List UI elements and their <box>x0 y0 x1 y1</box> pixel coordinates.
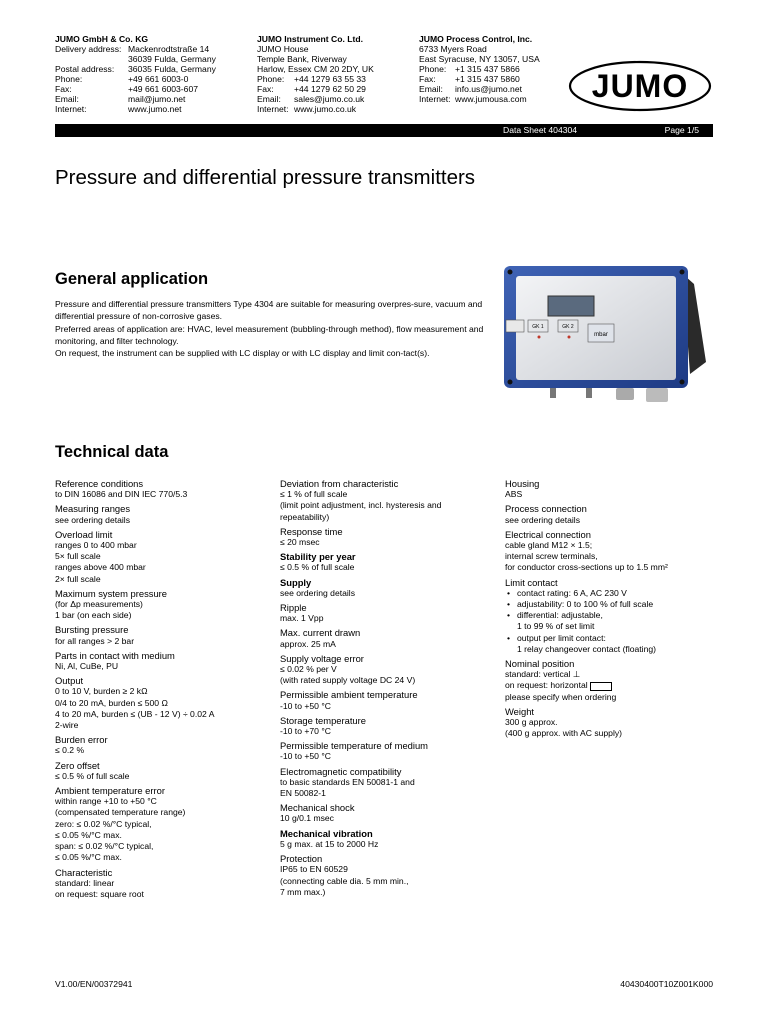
spec-value: on request: square root <box>55 888 144 899</box>
spec-item <box>55 503 270 525</box>
spec-value: internal screw terminals, <box>505 551 598 562</box>
general-text <box>55 298 487 359</box>
spec-item <box>280 478 495 523</box>
spec-label: Electrical connection <box>505 528 591 540</box>
spec-label: Storage temperature <box>280 714 366 726</box>
address-row <box>257 84 417 94</box>
spec-value: zero: ≤ 0.02 %/°C typical, <box>55 818 152 829</box>
spec-value <box>505 680 720 691</box>
technical-column-2 <box>280 478 495 901</box>
address-value: www.jumousa.com <box>455 94 527 104</box>
spec-value: EN 50082-1 <box>280 788 326 799</box>
address-key: Temple Bank, Riverway <box>257 54 347 64</box>
address-key: Internet: <box>257 104 289 114</box>
spec-value: for all ranges > 2 bar <box>55 635 135 646</box>
footer-code: 40430400T10Z001K000 <box>620 979 713 989</box>
spec-item <box>55 588 270 622</box>
spec-value: (400 g approx. with AC supply) <box>505 728 623 739</box>
spec-item <box>55 675 270 731</box>
datasheet-number: Data Sheet 404304 <box>503 125 578 135</box>
address-row <box>55 84 255 94</box>
spec-label: Nominal position <box>505 658 575 670</box>
spec-value: ≤ 0.02 % per V <box>280 664 337 675</box>
address-key: East Syracuse, NY 13057, USA <box>419 54 540 64</box>
page-number: Page 1/5 <box>664 125 699 135</box>
address-row <box>419 74 569 84</box>
spec-label: Process connection <box>505 503 587 515</box>
spec-value: ≤ 0.05 %/°C max. <box>55 829 122 840</box>
spec-label: Stability per year <box>280 551 356 563</box>
spec-item <box>280 602 495 624</box>
spec-item <box>55 529 270 585</box>
address-row <box>419 84 569 94</box>
spec-label: Mechanical shock <box>280 802 355 814</box>
address-key: Fax: <box>55 84 72 94</box>
spec-label: Maximum system pressure <box>55 587 168 599</box>
spec-label: Ripple <box>280 602 307 614</box>
spec-value: see ordering details <box>280 587 356 598</box>
address-key <box>55 54 128 64</box>
address-value: Mackenrodtstraße 14 <box>128 44 210 54</box>
spec-item <box>280 766 495 800</box>
technical-heading: Technical data <box>55 443 169 461</box>
spec-label: Measuring ranges <box>55 503 131 515</box>
logo-text: JUMO <box>591 68 689 104</box>
address-key: JUMO House <box>257 44 309 54</box>
address-key: 6733 Myers Road <box>419 44 487 54</box>
spec-item <box>55 650 270 672</box>
spec-value: Ni, Al, CuBe, PU <box>55 661 119 672</box>
address-value: +44 1279 62 50 29 <box>294 84 366 94</box>
address-row <box>419 94 569 104</box>
spec-item <box>55 734 270 756</box>
address-value: 36039 Fulda, Germany <box>128 54 216 64</box>
spec-label: Mechanical vibration <box>280 827 373 839</box>
spec-value: 4 to 20 mA, burden ≤ (UB - 12 V) ÷ 0.02 A <box>55 708 215 719</box>
spec-label: Bursting pressure <box>55 624 129 636</box>
address-row <box>55 94 255 104</box>
address-key: Internet: <box>419 94 451 104</box>
spec-value: 5 g max. at 15 to 2000 Hz <box>280 838 379 849</box>
address-key: Harlow, Essex CM 20 2DY, UK <box>257 64 374 74</box>
spec-value: (with rated supply voltage DC 24 V) <box>280 675 416 686</box>
spec-value: ranges above 400 mbar <box>55 562 146 573</box>
spec-label: Ambient temperature error <box>55 785 165 797</box>
spec-value: 2× full scale <box>55 573 101 584</box>
spec-label: Electromagnetic compatibility <box>280 765 402 777</box>
spec-item <box>55 785 270 863</box>
spec-value: approx. 25 mA <box>280 638 336 649</box>
spec-value: ≤ 0.5 % of full scale <box>280 562 355 573</box>
address-value: +49 661 6003-607 <box>128 84 199 94</box>
company-uk <box>257 34 417 114</box>
address-row <box>419 54 569 64</box>
spec-value: 300 g approx. <box>505 717 558 728</box>
spec-value: to DIN 16086 and DIN IEC 770/5.3 <box>55 489 188 500</box>
address-row <box>257 44 417 54</box>
general-paragraph: Pressure and differential pressure transmitters Type 4304 are suitable for measuring overpres-sure, vacuum and differential pressure of non-corrosive gases. <box>55 299 483 322</box>
company-germany <box>55 34 255 114</box>
spec-label: Supply voltage error <box>280 652 364 664</box>
spec-value: 7 mm max.) <box>280 886 326 897</box>
address-key: Phone: <box>55 74 83 84</box>
general-paragraph: On request, the instrument can be supplied with LC display or with LC display and limit con-tact(s). <box>55 348 430 359</box>
spec-item <box>55 867 270 901</box>
technical-column-1 <box>55 478 270 903</box>
address-key: Email: <box>55 94 79 104</box>
spec-housing <box>505 478 720 500</box>
spec-item <box>280 715 495 737</box>
spec-bullet: • output per limit contact: <box>505 633 720 644</box>
company-usa <box>419 34 569 104</box>
spec-value: to basic standards EN 50081-1 and <box>280 776 415 787</box>
spec-value: (connecting cable dia. 5 mm min., <box>280 875 409 886</box>
general-paragraph: Preferred areas of application are: HVAC, level measurement (bubbling-through method), flow measurement and monitoring, and filter technology. <box>55 323 484 346</box>
spec-electrical <box>505 529 720 574</box>
footer-version: V1.00/EN/00372941 <box>55 979 133 989</box>
spec-value: within range +10 to +50 °C <box>55 796 157 807</box>
address-row <box>55 104 255 114</box>
company-name: JUMO Process Control, Inc. <box>419 34 533 44</box>
spec-value: -10 to +50 °C <box>280 700 331 711</box>
spec-value: ≤ 1 % of full scale <box>280 489 348 500</box>
company-name: JUMO GmbH & Co. KG <box>55 34 149 44</box>
spec-item <box>280 802 495 824</box>
spec-value: repeatability) <box>280 511 330 522</box>
address-row <box>55 74 255 84</box>
address-key: Postal address: <box>55 64 115 74</box>
spec-value: 2-wire <box>55 720 79 731</box>
spec-value: for conductor cross-sections up to 1.5 mm² <box>505 562 668 573</box>
spec-value: span: ≤ 0.02 %/°C typical, <box>55 841 154 852</box>
address-value: www.jumo.net <box>128 104 182 114</box>
spec-value: IP65 to EN 60529 <box>280 864 348 875</box>
address-row <box>257 54 417 64</box>
address-value: +1 315 437 5860 <box>455 74 520 84</box>
spec-item <box>55 478 270 500</box>
spec-value: ABS <box>505 489 523 500</box>
horizontal-symbol <box>590 682 612 691</box>
spec-value: 1 bar (on each side) <box>55 610 132 621</box>
address-row <box>55 54 255 64</box>
spec-label: Weight <box>505 705 535 717</box>
spec-item <box>280 740 495 762</box>
spec-label: Limit contact <box>505 576 558 588</box>
spec-label: Reference conditions <box>55 478 144 489</box>
spec-label: Permissible temperature of medium <box>280 740 428 752</box>
address-key: Fax: <box>257 84 274 94</box>
address-key: Email: <box>419 84 443 94</box>
address-value: +1 315 437 5866 <box>455 64 520 74</box>
address-value: +49 661 6003-0 <box>128 74 189 84</box>
spec-value: please specify when ordering <box>505 691 617 702</box>
spec-value: max. 1 Vpp <box>280 613 324 624</box>
address-row <box>55 44 255 54</box>
spec-sub: 1 relay changeover contact (floating) <box>517 643 657 654</box>
address-key: Fax: <box>419 74 436 84</box>
spec-item <box>280 689 495 711</box>
spec-label: Zero offset <box>55 759 100 771</box>
spec-value: (limit point adjustment, incl. hysteresis and <box>280 500 442 511</box>
spec-item <box>280 828 495 850</box>
address-row <box>419 44 569 54</box>
spec-label: Max. current drawn <box>280 627 361 639</box>
address-value: info.us@jumo.net <box>455 84 523 94</box>
address-key: Phone: <box>257 74 285 84</box>
spec-item <box>55 624 270 646</box>
datasheet-bar <box>55 124 713 137</box>
spec-value: cable gland M12 × 1.5; <box>505 540 593 551</box>
device-image <box>498 262 714 414</box>
spec-value-text: on request: horizontal <box>505 680 588 691</box>
spec-weight <box>505 706 720 740</box>
address-row <box>257 64 417 74</box>
address-key: Email: <box>257 94 281 104</box>
spec-label: Overload limit <box>55 528 113 540</box>
spec-bullet: • adjustability: 0 to 100 % of full scale <box>505 599 720 610</box>
technical-column-3 <box>505 478 720 742</box>
device-button-label: GK 2 <box>562 324 574 330</box>
spec-value: (for Δp measurements) <box>55 599 143 610</box>
spec-item <box>280 627 495 649</box>
spec-value: 10 g/0.1 msec <box>280 813 334 824</box>
spec-value: 0/4 to 20 mA, burden ≤ 500 Ω <box>55 697 168 708</box>
company-name: JUMO Instrument Co. Ltd. <box>257 34 363 44</box>
spec-label: Permissible ambient temperature <box>280 689 418 701</box>
spec-value: (compensated temperature range) <box>55 807 186 818</box>
address-key: Internet: <box>55 104 87 114</box>
address-value: +44 1279 63 55 33 <box>294 74 366 84</box>
spec-item <box>280 653 495 687</box>
spec-item <box>280 853 495 898</box>
address-row <box>419 64 569 74</box>
spec-nominal <box>505 658 720 703</box>
address-key: Delivery address: <box>55 44 122 54</box>
device-unit-label: mbar <box>594 332 608 338</box>
address-value: mail@jumo.net <box>128 94 186 104</box>
spec-sub: 1 to 99 % of set limit <box>517 621 595 632</box>
spec-value: -10 to +70 °C <box>280 726 331 737</box>
address-value: sales@jumo.co.uk <box>294 94 365 104</box>
spec-item <box>280 551 495 573</box>
spec-label: Protection <box>280 853 323 865</box>
spec-item <box>280 577 495 599</box>
spec-limit-contact <box>505 577 720 655</box>
spec-process <box>505 503 720 525</box>
spec-value: see ordering details <box>55 514 131 525</box>
spec-bullet: • contact rating: 6 A, AC 230 V <box>505 588 720 599</box>
spec-value: 0 to 10 V, burden ≥ 2 kΩ <box>55 686 148 697</box>
spec-value: see ordering details <box>505 514 581 525</box>
device-button-label: GK 1 <box>532 324 544 330</box>
spec-label: Supply <box>280 576 312 588</box>
spec-label: Burden error <box>55 734 108 746</box>
address-value: 36035 Fulda, Germany <box>128 64 216 74</box>
spec-value: ≤ 0.05 %/°C max. <box>55 852 122 863</box>
spec-item <box>280 526 495 548</box>
spec-value: ≤ 20 msec <box>280 537 320 548</box>
spec-item <box>55 760 270 782</box>
general-heading: General application <box>55 270 209 288</box>
spec-label: Housing <box>505 478 540 489</box>
page-title: Pressure and differential pressure transmitters <box>55 166 476 189</box>
spec-label: Deviation from characteristic <box>280 478 399 489</box>
address-value: www.jumo.co.uk <box>294 104 357 114</box>
jumo-logo <box>568 59 712 113</box>
spec-label: Output <box>55 675 84 687</box>
spec-value: ranges 0 to 400 mbar <box>55 540 137 551</box>
spec-value: -10 to +50 °C <box>280 751 331 762</box>
spec-value: ≤ 0.2 % <box>55 745 85 756</box>
address-row <box>257 74 417 84</box>
address-row <box>55 64 255 74</box>
spec-bullet: • differential: adjustable, <box>505 610 720 621</box>
address-row <box>257 104 417 114</box>
address-row <box>257 94 417 104</box>
spec-value: ≤ 0.5 % of full scale <box>55 770 130 781</box>
address-key: Phone: <box>419 64 447 74</box>
spec-label: Parts in contact with medium <box>55 649 175 661</box>
spec-value: standard: vertical ⊥ <box>505 669 581 680</box>
spec-value: standard: linear <box>55 877 115 888</box>
spec-label: Response time <box>280 525 343 537</box>
spec-value: 5× full scale <box>55 551 101 562</box>
spec-label: Characteristic <box>55 866 113 878</box>
